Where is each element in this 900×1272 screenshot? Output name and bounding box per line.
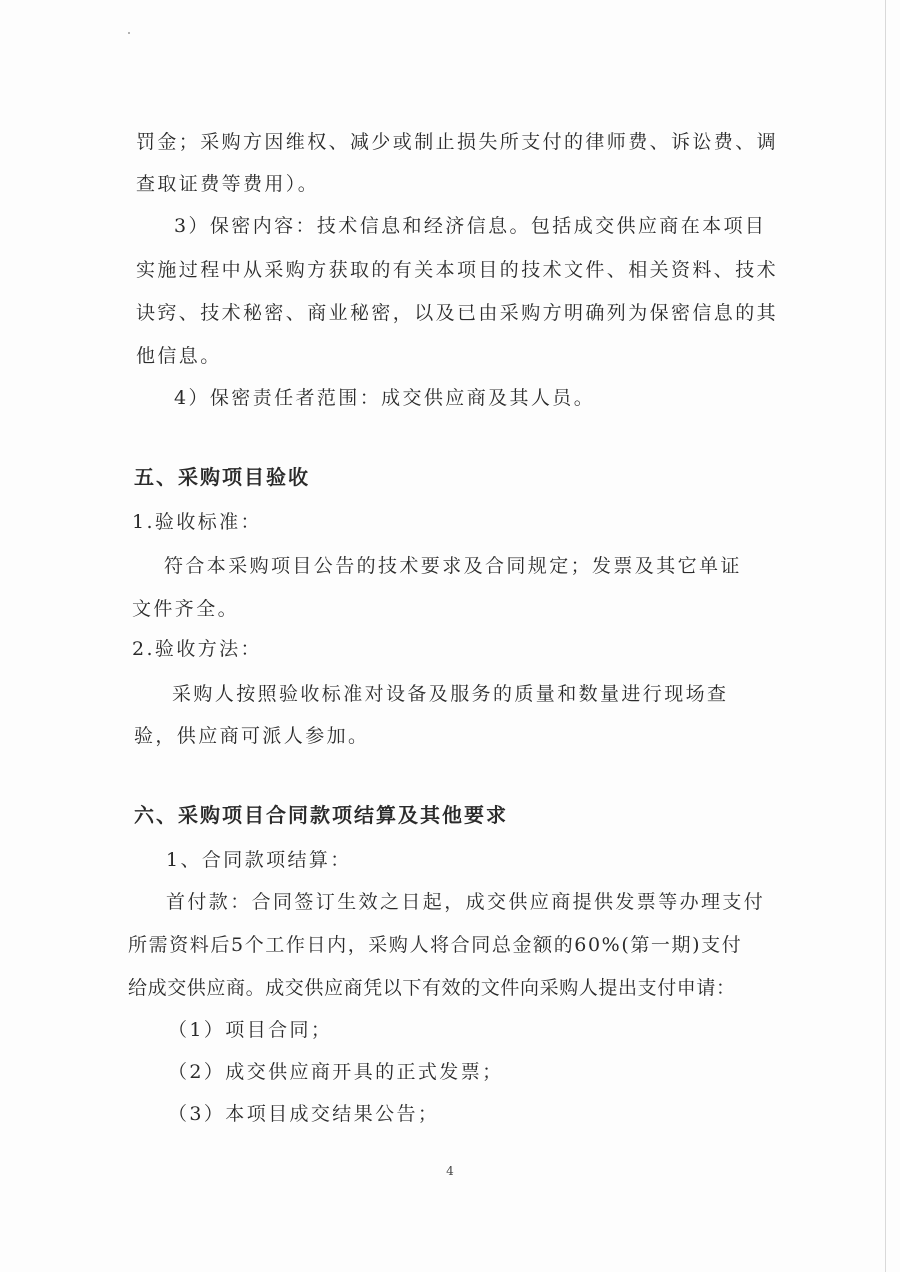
paragraph-line: 符合本采购项目公告的技术要求及合同规定；发票及其它单证 [164,555,742,577]
list-item: （1）项目合同； [168,1019,333,1041]
scan-speck [128,32,130,34]
paragraph-line: 诀窍、技术秘密、商业秘密，以及已由采购方明确列为保密信息的其 [136,302,779,324]
subsection-label: 1.验收标准： [132,511,262,533]
section-heading: 六、采购项目合同款项结算及其他要求 [134,803,508,827]
list-item: （3）本项目成交结果公告； [168,1103,440,1125]
paragraph-line: 4）保密责任者范围：成交供应商及其人员。 [174,387,596,409]
page-number: 4 [446,1164,454,1178]
paragraph-line: 查取证费等费用）。 [136,173,320,195]
paragraph-line: 验，供应商可派人参加。 [134,725,370,747]
paragraph-line: 给成交供应商。成交供应商凭以下有效的文件向采购人提出支付申请： [128,977,736,999]
paragraph-line: 采购人按照验收标准对设备及服务的质量和数量进行现场查 [172,683,729,705]
paragraph-line: 罚金；采购方因维权、减少或制止损失所支付的律师费、诉讼费、调 [136,131,779,153]
paragraph-line: 所需资料后5个工作日内，采购人将合同总金额的60%(第一期)支付 [128,934,743,956]
paragraph-line: 文件齐全。 [132,598,240,620]
subsection-label: 2.验收方法： [132,638,262,660]
subsection-label: 1、合同款项结算： [166,849,352,871]
section-heading: 五、采购项目验收 [134,465,310,489]
paragraph-line: 他信息。 [136,345,222,367]
paragraph-line: 3）保密内容：技术信息和经济信息。包括成交供应商在本项目 [174,215,767,237]
paragraph-line: 首付款：合同签订生效之日起，成交供应商提供发票等办理支付 [166,891,766,913]
paragraph-line: 实施过程中从采购方获取的有关本项目的技术文件、相关资料、技术 [136,259,779,281]
list-item: （2）成交供应商开具的正式发票； [168,1061,504,1083]
scan-edge [885,0,886,1272]
